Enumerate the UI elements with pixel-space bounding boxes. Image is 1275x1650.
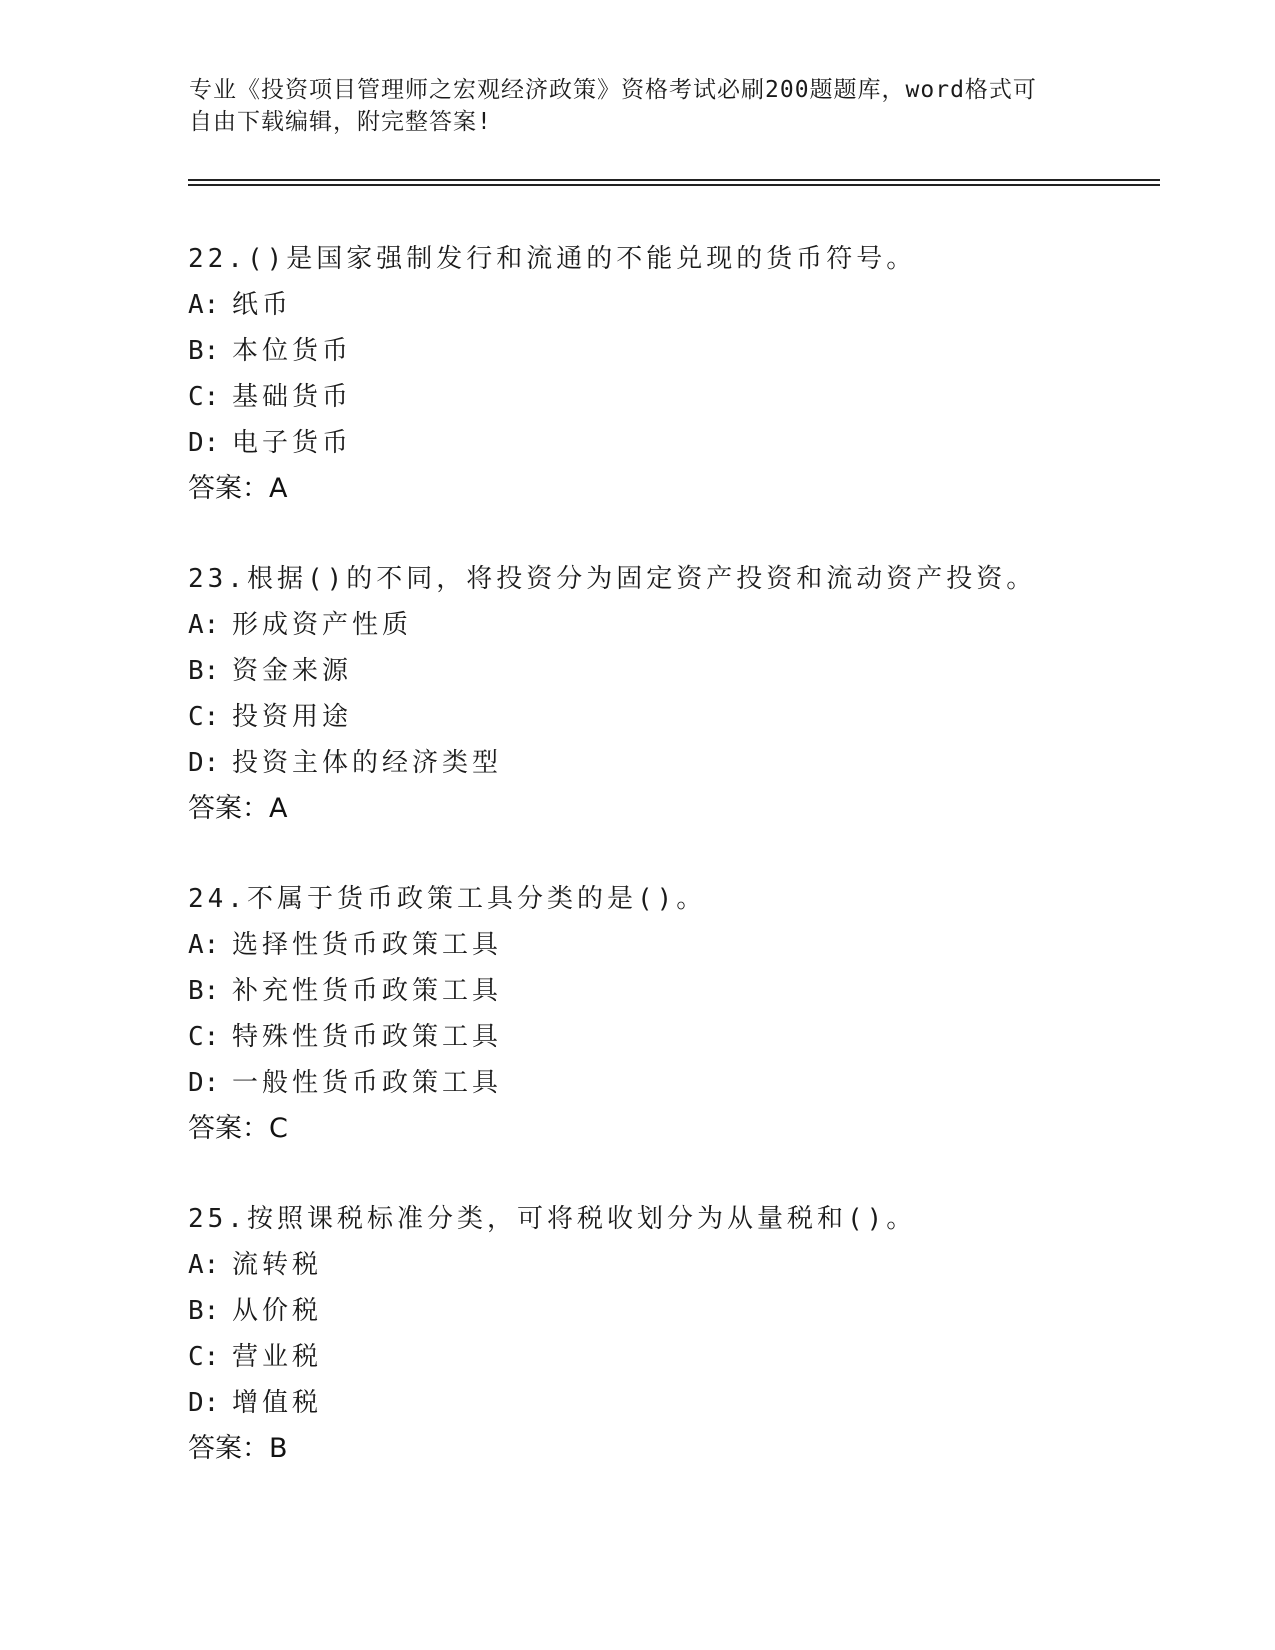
option-d	[188, 1380, 1168, 1426]
option-c	[188, 1014, 1168, 1060]
option-key: D:	[188, 428, 220, 458]
option-text: 基础货币	[232, 382, 353, 412]
option-a	[188, 602, 1168, 648]
header-line-2: 自由下载编辑，附完整答案!	[189, 109, 492, 135]
option-key: C:	[188, 702, 220, 732]
option-key: A:	[188, 610, 220, 640]
option-key: D:	[188, 1388, 220, 1418]
option-key: C:	[188, 1022, 220, 1052]
option-d	[188, 420, 1168, 466]
question-stem: 22.()是国家强制发行和流通的不能兑现的货币符号。	[188, 244, 917, 274]
option-a	[188, 1242, 1168, 1288]
option-key: A:	[188, 290, 220, 320]
answer-line: 答案：C	[188, 1113, 288, 1144]
option-text: 营业税	[232, 1342, 323, 1372]
option-text: 纸币	[232, 290, 293, 320]
option-c	[188, 1334, 1168, 1380]
option-key: D:	[188, 748, 220, 778]
header-divider-top	[188, 179, 1160, 181]
option-b	[188, 968, 1168, 1014]
option-text: 增值税	[232, 1388, 323, 1418]
option-b	[188, 648, 1168, 694]
option-text: 流转税	[232, 1250, 323, 1280]
option-text: 资金来源	[232, 656, 353, 686]
document-header	[189, 74, 1089, 138]
option-c	[188, 694, 1168, 740]
option-a	[188, 922, 1168, 968]
option-text: 特殊性货币政策工具	[232, 1022, 503, 1052]
option-text: 一般性货币政策工具	[232, 1068, 503, 1098]
option-key: B:	[188, 1296, 220, 1326]
option-text: 投资主体的经济类型	[232, 748, 503, 778]
question-list	[188, 236, 1168, 1516]
option-key: C:	[188, 1342, 220, 1372]
answer-line: 答案：B	[188, 1433, 288, 1464]
option-text: 电子货币	[232, 428, 353, 458]
answer-line: 答案：A	[188, 473, 288, 504]
option-key: C:	[188, 382, 220, 412]
answer-line: 答案：A	[188, 793, 288, 824]
option-d	[188, 740, 1168, 786]
option-c	[188, 374, 1168, 420]
option-text: 形成资产性质	[232, 610, 413, 640]
option-key: B:	[188, 336, 220, 366]
header-divider-bottom	[188, 184, 1160, 186]
option-text: 选择性货币政策工具	[232, 930, 503, 960]
option-key: D:	[188, 1068, 220, 1098]
question-stem: 23.根据()的不同，将投资分为固定资产投资和流动资产投资。	[188, 564, 1037, 594]
question-22	[188, 236, 1168, 556]
option-text: 投资用途	[232, 702, 353, 732]
option-b	[188, 328, 1168, 374]
question-23	[188, 556, 1168, 876]
option-text: 从价税	[232, 1296, 323, 1326]
option-key: A:	[188, 930, 220, 960]
option-key: A:	[188, 1250, 220, 1280]
question-stem: 25.按照课税标准分类，可将税收划分为从量税和()。	[188, 1204, 917, 1234]
question-stem: 24.不属于货币政策工具分类的是()。	[188, 884, 707, 914]
option-text: 本位货币	[232, 336, 353, 366]
option-b	[188, 1288, 1168, 1334]
option-key: B:	[188, 656, 220, 686]
option-key: B:	[188, 976, 220, 1006]
option-d	[188, 1060, 1168, 1106]
question-24	[188, 876, 1168, 1196]
question-25	[188, 1196, 1168, 1516]
option-a	[188, 282, 1168, 328]
header-line-1: 专业《投资项目管理师之宏观经济政策》资格考试必刷200题题库，word格式可	[189, 77, 1037, 103]
option-text: 补充性货币政策工具	[232, 976, 503, 1006]
